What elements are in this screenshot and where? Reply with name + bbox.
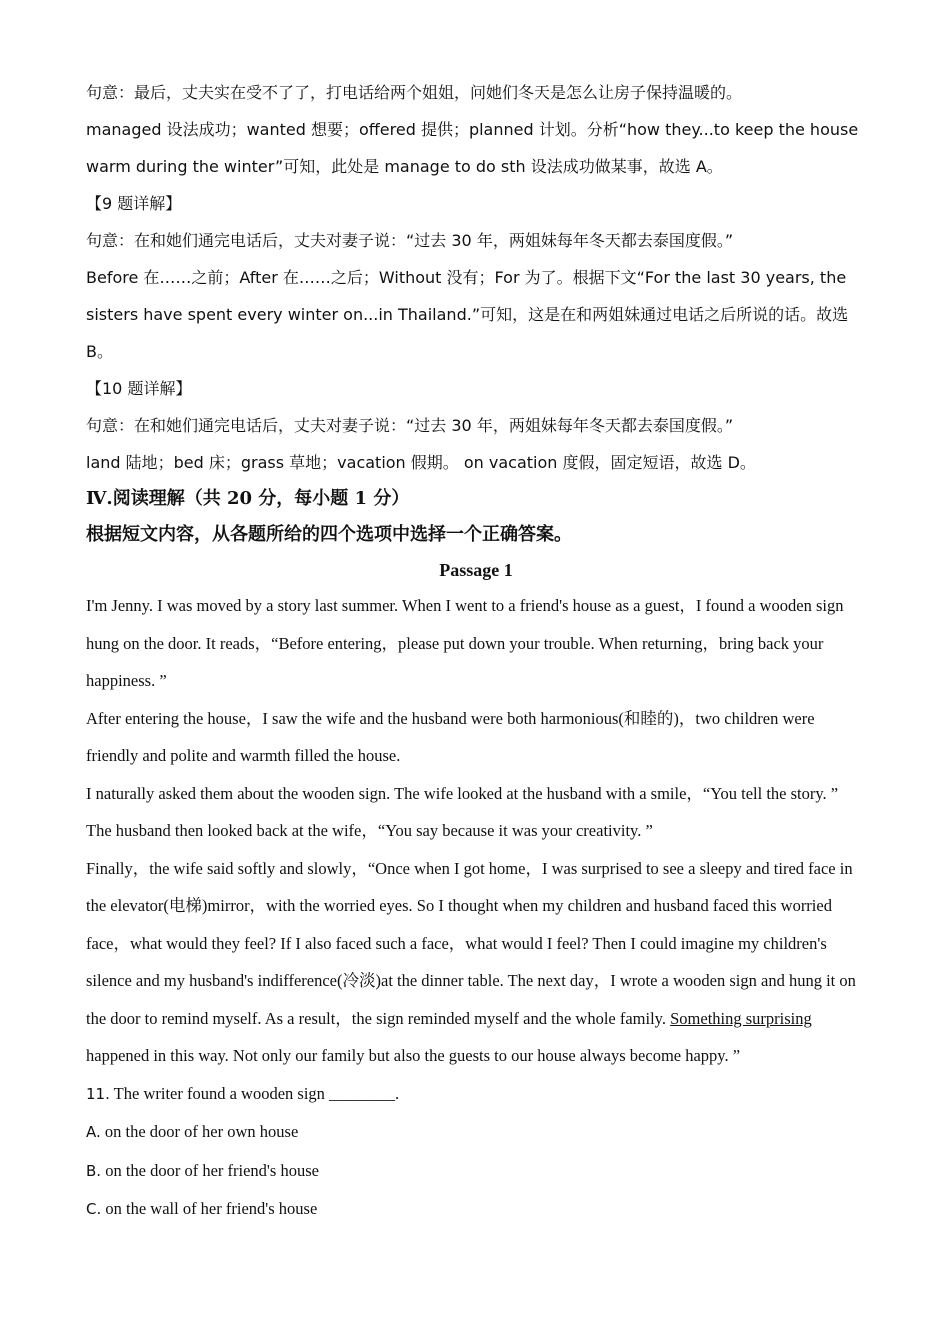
question-11 [86, 1075, 866, 1114]
option-c [86, 1190, 866, 1229]
paragraph-4-text-after: happened in this way. Not only our family but also the guests to our house always become happy. ” [86, 1046, 741, 1065]
option-text: on the door of her friend's house [101, 1160, 319, 1180]
option-letter: A. [86, 1123, 101, 1141]
underlined-phrase: Something surprising [670, 1008, 812, 1028]
option-letter: C. [86, 1200, 102, 1218]
q9-meaning: 句意：在和她们通完电话后，丈夫对妻子说：“过去 30 年，两姐妹每年冬天都去泰国度假。” [86, 231, 734, 250]
q10-heading: 【10 题详解】 [86, 379, 192, 398]
q8-meaning: 句意：最后，丈夫实在受不了了，打电话给两个姐姐，问她们冬天是怎么让房子保持温暖的。 [86, 83, 743, 102]
option-text: on the door of her own house [100, 1122, 299, 1141]
option-text: on the wall of her friend's house [101, 1199, 318, 1218]
q10-meaning: 句意：在和她们通完电话后，丈夫对妻子说：“过去 30 年，两姐妹每年冬天都去泰国度假。” [86, 416, 734, 435]
passage-paragraph-1: I'm Jenny. I was moved by a story last summer. When I went to a friend's house as a guest，I found a wooden sign hung on the door. It reads，“Before entering，please put down your trouble. When returning，bring back your happiness. ” [86, 596, 844, 690]
question-stem: The writer found a wooden sign ________. [109, 1083, 400, 1103]
section-4-instruction: 根据短文内容，从各题所给的四个选项中选择一个正确答案。 [86, 524, 572, 545]
option-letter: B. [86, 1161, 102, 1180]
question-number: 11. [86, 1084, 110, 1103]
section-4-heading: Ⅳ.阅读理解（共 20 分，每小题 1 分） [86, 488, 410, 509]
q8-analysis: managed 设法成功；wanted 想要；offered 提供；planned 计划。分析“how they...to keep the house warm during the winter”可知，此处是 manage to do sth 设法成功做某事，故选 A。 [86, 120, 859, 176]
document-content [86, 74, 866, 1229]
q9-analysis: Before 在……之前；After 在……之后；Without 没有；For 为了。根据下文“For the last 30 years, the sisters have spent every winter on...in Thailand.”可知，这是在和两姐妹通过电话之后所说的话。故选 B。 [86, 268, 849, 361]
passage-paragraph-4 [86, 850, 866, 1075]
q9-heading: 【9 题详解】 [86, 194, 182, 213]
passage-paragraph-3: I naturally asked them about the wooden sign. The wife looked at the husband with a smile，“You tell the story. ” The husband then looked back at the wife，“You say because it was your creativity. ” [86, 783, 839, 840]
paragraph-4-text-before: Finally，the wife said softly and slowly，“Once when I got home，I was surprised to see a sleepy and tired face in the elevator(电梯)mirror，with the worried eyes. So I thought when my children and husband faced this worried face，what would they feel? If I also faced such a face，what would I feel? Then I could imagine my children's silence and my husband's indifference(冷淡)at the dinner table. The next day，I wrote a wooden sign and hung it on the door to remind myself. As a result，the sign reminded myself and the whole family. [86, 858, 856, 1028]
q10-analysis: land 陆地；bed 床；grass 草地；vacation 假期。 on vacation 度假，固定短语，故选 D。 [86, 453, 756, 472]
option-b [86, 1152, 866, 1191]
option-a [86, 1113, 866, 1152]
passage-title: Passage 1 [439, 560, 513, 580]
passage-paragraph-2: After entering the house，I saw the wife and the husband were both harmonious(和睦的)，two children were friendly and polite and warmth filled the house. [86, 708, 815, 765]
